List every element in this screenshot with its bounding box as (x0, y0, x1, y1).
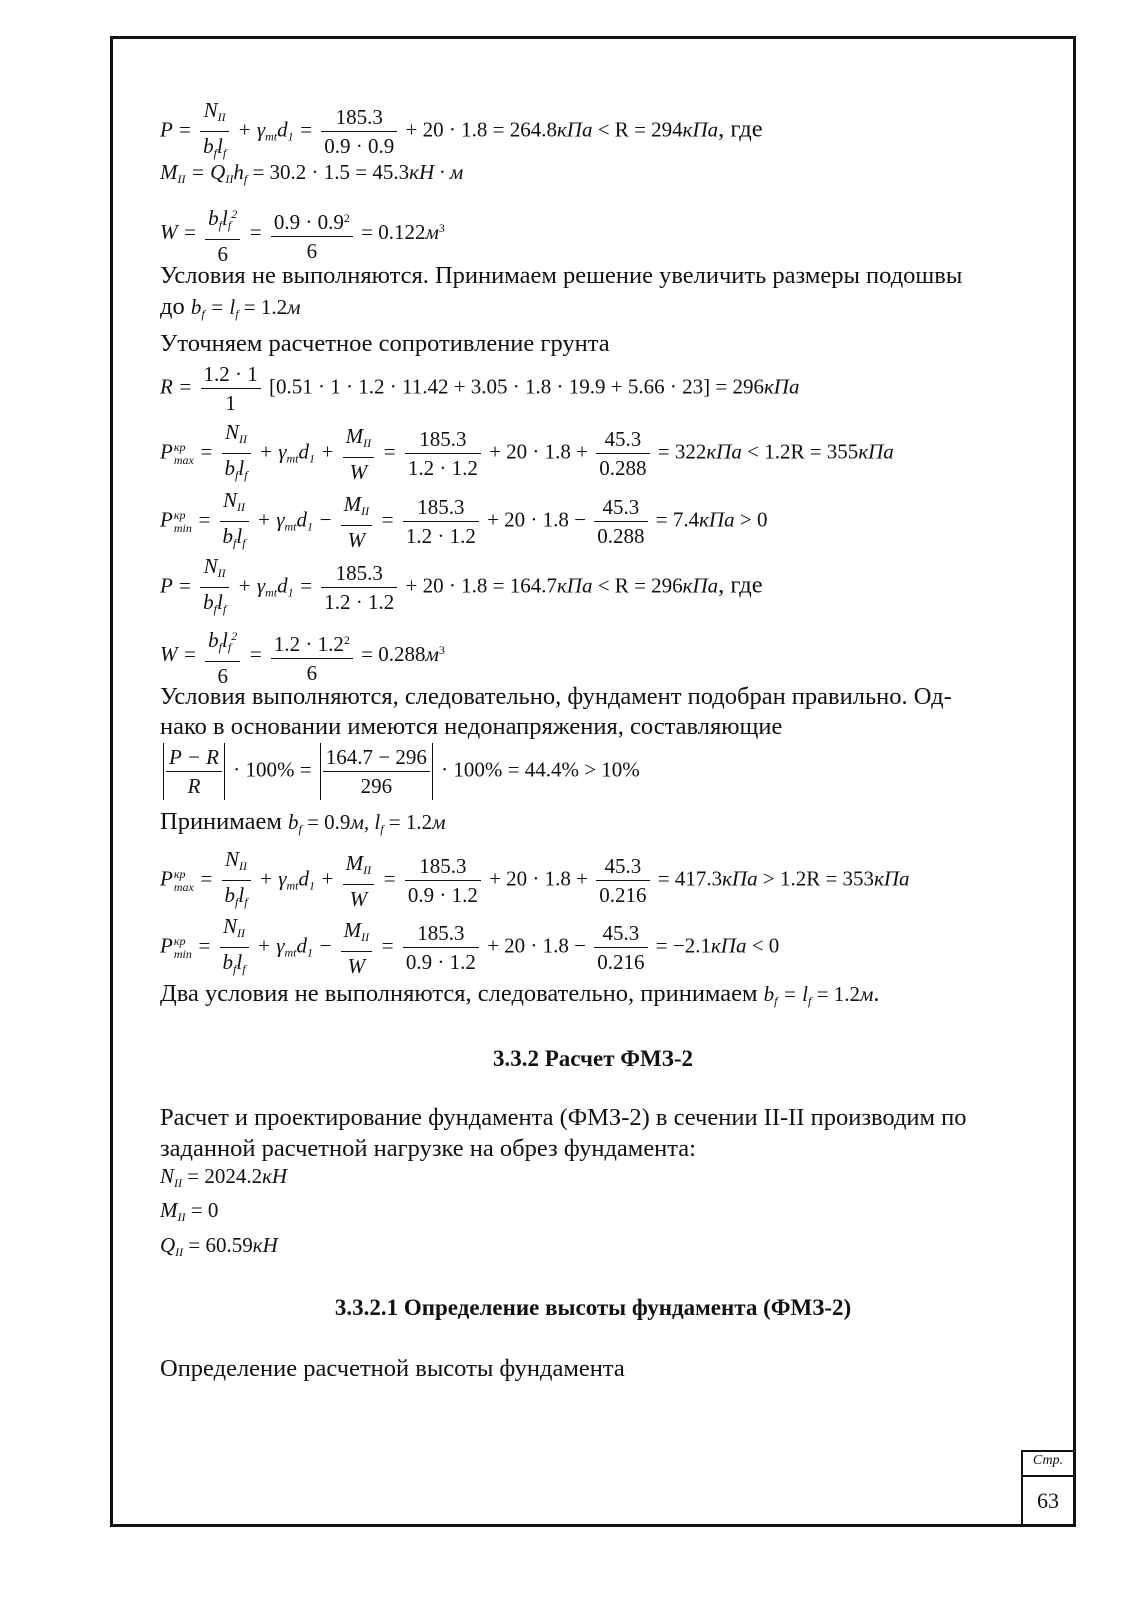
formula-w-2: W = $\frac{b_fl_f^2}{6}$ = $\frac{1.2 \cdot 1.2^2}{6}$ = $0.288м^3$ (160, 622, 445, 690)
formula-n-load: $N_{II} = 2024.2кН$ (160, 1164, 288, 1190)
formula-pmax-1: P кр max = $\frac{N_{II}}{b_fl_f}$ + $\gamma_{mt}d_1$ + $\frac{M_{II}}{W}$ = $\frac{185.3}{1.2 \cdot 1.2}$ + 20 · 1.8 + $\frac{45.3}{0.288}$ = 322кПа < 1.2R = 355кПа (160, 420, 894, 484)
formula-p-1: P = $\frac{N_{II}}{b_fl_f}$ + $\gamma_{mt}d_1$ = $\frac{185.3}{0.9 \cdot 0.9}$ + 20 · 1.8 = 264.8кПа < R = 294кПа, где (160, 98, 763, 160)
page-label: Стр. (1032, 1453, 1064, 1468)
formula-pmax-2: P кр max = $\frac{N_{II}}{b_fl_f}$ + $\gamma_{mt}d_1$ + $\frac{M_{II}}{W}$ = $\frac{185.3}{0.9 \cdot 1.2}$ + 20 · 1.8 + $\frac{45.3}{0.216}$ = 417.3кПа > 1.2R = 353кПа (160, 847, 910, 911)
paragraph-fmz2-load: заданной расчетной нагрузке на обрез фундамента: (160, 1135, 696, 1162)
page-number: 63 (1037, 1488, 1059, 1513)
paragraph-refine-r: Уточняем расчетное сопротивление грунта (160, 330, 610, 357)
formula-pmin-2: P кр min = $\frac{N_{II}}{b_fl_f}$ + $\gamma_{mt}d_1$ − $\frac{M_{II}}{W}$ = $\frac{185.3}{0.9 \cdot 1.2}$ + 20 · 1.8 − $\frac{45.3}{0.216}$ = −2.1кПа < 0 (160, 914, 780, 978)
formula-r: R = $\frac{1.2 \cdot 1}{1}$ [0.51 · 1 · 1.2 · 11.42 + 3.05 · 1.8 · 19.9 + 5.66 · 23] = 296кПа (160, 362, 800, 415)
formula-q-load: $Q_{II} = 60.59кН$ (160, 1233, 278, 1259)
formula-percent: $\frac{P - R}{R}$ · 100% = $\frac{164.7 - 296}{296}$ · 100% = 44.4% > 10% (160, 743, 640, 800)
paragraph-conditions-ok: Условия выполняются, следовательно, фундамент подобран правильно. Од- (160, 683, 952, 710)
stamp-divider (1021, 1475, 1075, 1477)
paragraph-calc-height: Определение расчетной высоты фундамента (160, 1355, 625, 1382)
section-heading-332: 3.3.2 Расчет ФМЗ-2 (492, 1046, 694, 1071)
formula-w-1: W = $\frac{b_fl_f^2}{6}$ = $\frac{0.9 \cdot 0.9^2}{6}$ = $0.122м^3$ (160, 200, 445, 268)
paragraph-fmz2-calc: Расчет и проектирование фундамента (ФМЗ-2) в сечении II-II производим по (160, 1104, 967, 1131)
formula-m: $M_{II} = Q_{II}h_f = 30.2 \cdot 1.5 = 45.3кН \cdot м$ (160, 160, 464, 186)
formula-p-2: P = $\frac{N_{II}}{b_fl_f}$ + $\gamma_{mt}d_1$ = $\frac{185.3}{1.2 \cdot 1.2}$ + 20 · 1.8 = 164.7кПа < R = 296кПа, где (160, 554, 763, 616)
paragraph-conditions-fail: Условия не выполняются. Принимаем решение увеличить размеры подошвы (160, 262, 963, 289)
paragraph-two-conditions: Два условия не выполняются, следовательно, принимаем $b_f = l_f = 1.2м$. (160, 980, 880, 1008)
paragraph-underload: нако в основании имеются недонапряжения, составляющие (160, 713, 783, 740)
paragraph-accept-dims: Принимаем $b_f = 0.9м$, $l_f = 1.2м$ (160, 808, 446, 836)
formula-pmin-1: P кр min = $\frac{N_{II}}{b_fl_f}$ + $\gamma_{mt}d_1$ − $\frac{M_{II}}{W}$ = $\frac{185.3}{1.2 \cdot 1.2}$ + 20 · 1.8 − $\frac{45.3}{0.288}$ = 7.4кПа > 0 (160, 488, 768, 552)
formula-m-load: $M_{II} = 0$ (160, 1198, 219, 1224)
section-heading-3321: 3.3.2.1 Определение высоты фундамента (ФМЗ-2) (334, 1295, 852, 1320)
paragraph-increase-to: до $b_f = l_f = 1.2м$ (160, 293, 301, 321)
